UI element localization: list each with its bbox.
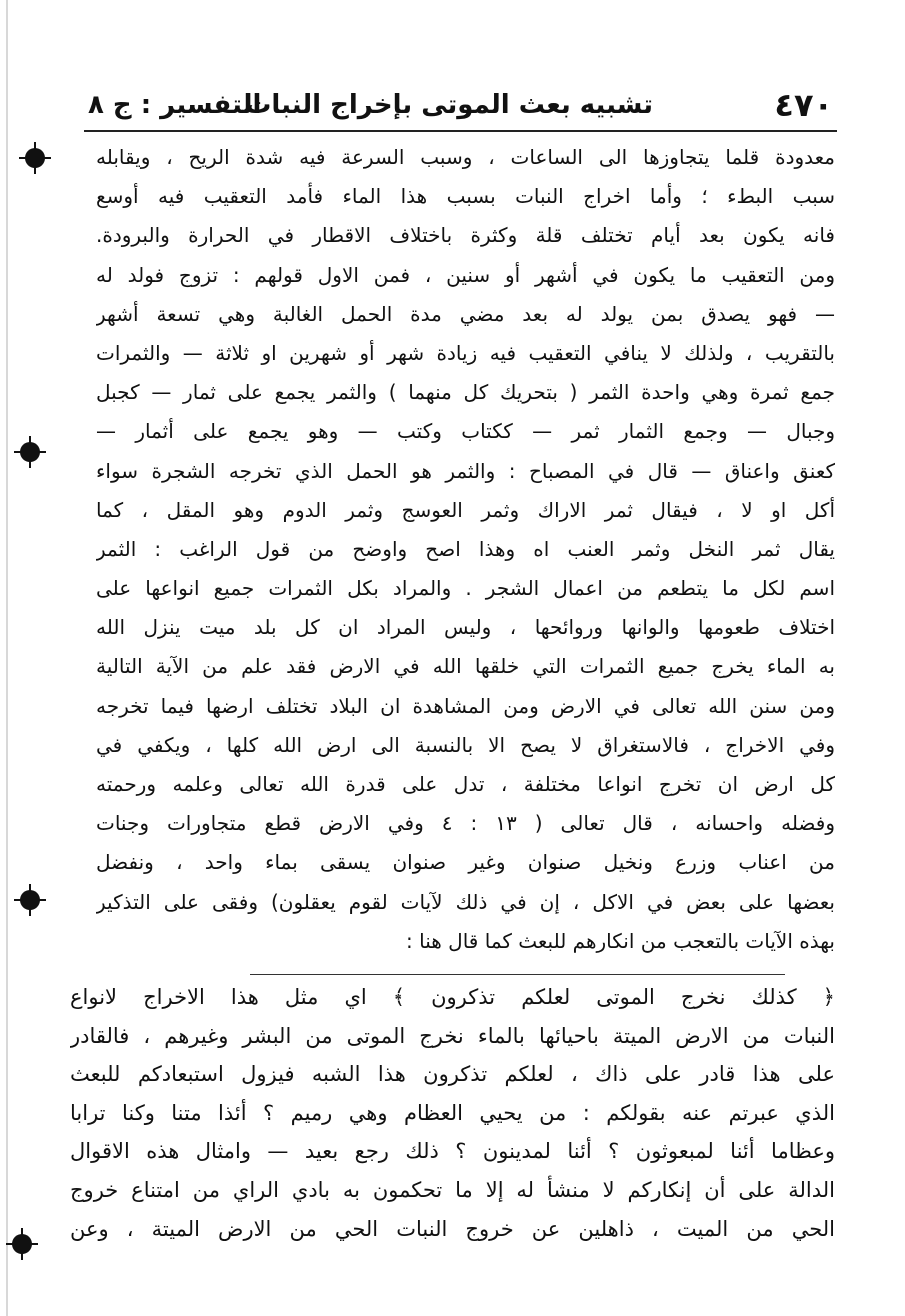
text-line: من اعناب وزرع ونخيل صنوان وغير صنوان يسقى بماء واحد ، ونفضل bbox=[96, 850, 835, 875]
text-line: بعضها على بعض في الاكل ، إن في ذلك لآيات لقوم يعقلون) وفقى على التذكير bbox=[96, 889, 835, 914]
text-line: كعنق واعناق — قال في المصباح : والثمر هو الحمل الذي تخرجه الشجرة سواء bbox=[96, 458, 835, 483]
book-volume-label: التفسير : ج ٨ bbox=[88, 90, 262, 120]
text-line: النبات من الارض الميتة باحيائها بالماء نخرج الموتى من البشر وغيرهم ، فالقادر bbox=[70, 1023, 835, 1048]
page-edge-line bbox=[6, 0, 8, 1316]
running-title: تشبيه بعث الموتى بإخراج النبات bbox=[245, 90, 653, 120]
text-line: وفي الاخراج ، فالاستغراق لا يصح الا بالنسبة الى ارض الله كلها ، ويكفي في bbox=[96, 732, 835, 757]
text-line: وجبال — وجمع الثمار ثمر — ككتاب وكتب — وهو يجمع على أثمار — bbox=[96, 419, 835, 444]
text-line: يقال ثمر النخل وثمر العنب اه وهذا اصح واوضح من قول الراغب : الثمر bbox=[96, 536, 835, 561]
text-line: ومن التعقيب ما يكون في أشهر أو سنين ، فمن الاول قولهم : تزوج فولد له bbox=[96, 262, 835, 287]
text-line: اختلاف طعومها والوانها وروائحها ، وليس المراد ان كل بلد ميت ينزل الله bbox=[96, 615, 835, 640]
text-line: بالتقريب ، ولذلك لا ينافي التعقيب فيه زيادة شهر أو شهرين او ثلاثة — والثمرات bbox=[96, 340, 835, 365]
text-line: جمع ثمرة وهي واحدة الثمر ( بتحريك كل منهما ) والثمر يجمع على ثمار — كجبل bbox=[96, 380, 835, 405]
paragraph-commentary bbox=[96, 138, 835, 961]
text-line: وفضله واحسانه ، قال تعالى ( ١٣ : ٤ وفي الارض قطع متجاورات وجنات bbox=[96, 811, 835, 836]
text-line: سبب البطء ؛ وأما اخراج النبات بسبب هذا الماء فأمد التعقيب فيه أوسع bbox=[96, 184, 835, 209]
text-line: الذي عبرتم عنه بقولكم : من يحيي العظام وهي رميم ؟ أئذا متنا وكنا ترابا bbox=[70, 1100, 835, 1125]
paragraph-verse-commentary bbox=[70, 978, 835, 1248]
text-line: كل ارض ان تخرج انواعا مختلفة ، تدل على قدرة الله تعالى وعلمه ورحمته bbox=[96, 772, 835, 796]
page-header bbox=[88, 82, 833, 126]
binding-hole-mark bbox=[12, 1234, 32, 1254]
text-line: وعظاما أئنا لمبعوثون ؟ أئنا لمدينون ؟ ذلك رجع بعيد — وامثال هذه الاقوال bbox=[70, 1139, 835, 1164]
binding-hole-mark bbox=[25, 148, 45, 168]
text-line: الحي من الميت ، ذاهلين عن خروج النبات الحي من الارض الميتة ، وعن bbox=[70, 1216, 835, 1241]
section-divider bbox=[250, 974, 785, 975]
text-line: به الماء يخرج جميع الثمرات التي خلقها الله في الارض فقد علم من الآية التالية bbox=[96, 654, 835, 679]
text-line: الدالة على أن إنكاركم لا منشأ له إلا ما تحكمون به بادي الراي من امتناع خروج bbox=[70, 1177, 835, 1202]
page-number: ٤٧٠ bbox=[774, 86, 833, 124]
text-line: — فهو يصدق بمن يولد له بعد مضي مدة الحمل الغالبة وهي تسعة أشهر bbox=[96, 301, 835, 326]
text-line: اسم لكل ما يتطعم من اعمال الشجر . والمراد بكل الثمرات جميع انواعها على bbox=[96, 576, 835, 601]
binding-hole-mark bbox=[20, 890, 40, 910]
text-line: معدودة قلما يتجاوزها الى الساعات ، وسبب السرعة فيه شدة الريح ، ويقابله bbox=[96, 145, 835, 169]
text-line: على هذا قادر على ذاك ، لعلكم تذكرون هذا الشبه فيزول استبعادكم للبعث bbox=[70, 1062, 835, 1087]
text-line: بهذه الآيات بالتعجب من انكارهم للبعث كما قال هنا : bbox=[406, 928, 835, 953]
header-rule bbox=[84, 130, 837, 132]
text-line: فانه يكون بعد أيام تختلف قلة وكثرة باختلاف الاقطار في الحرارة والبرودة. bbox=[96, 223, 835, 248]
verse-line: ﴿ كذلك نخرج الموتى لعلكم تذكرون ﴾ اي مثل هذا الاخراج لانواع bbox=[70, 985, 835, 1009]
text-line: أكل او لا ، فيقال ثمر الاراك وثمر العوسج وثمر الدوم وهو المقل ، كما bbox=[96, 497, 835, 522]
binding-hole-mark bbox=[20, 442, 40, 462]
text-line: ومن سنن الله تعالى في الارض ومن المشاهدة ان البلاد تختلف ارضها فيما تخرجه bbox=[96, 693, 835, 718]
